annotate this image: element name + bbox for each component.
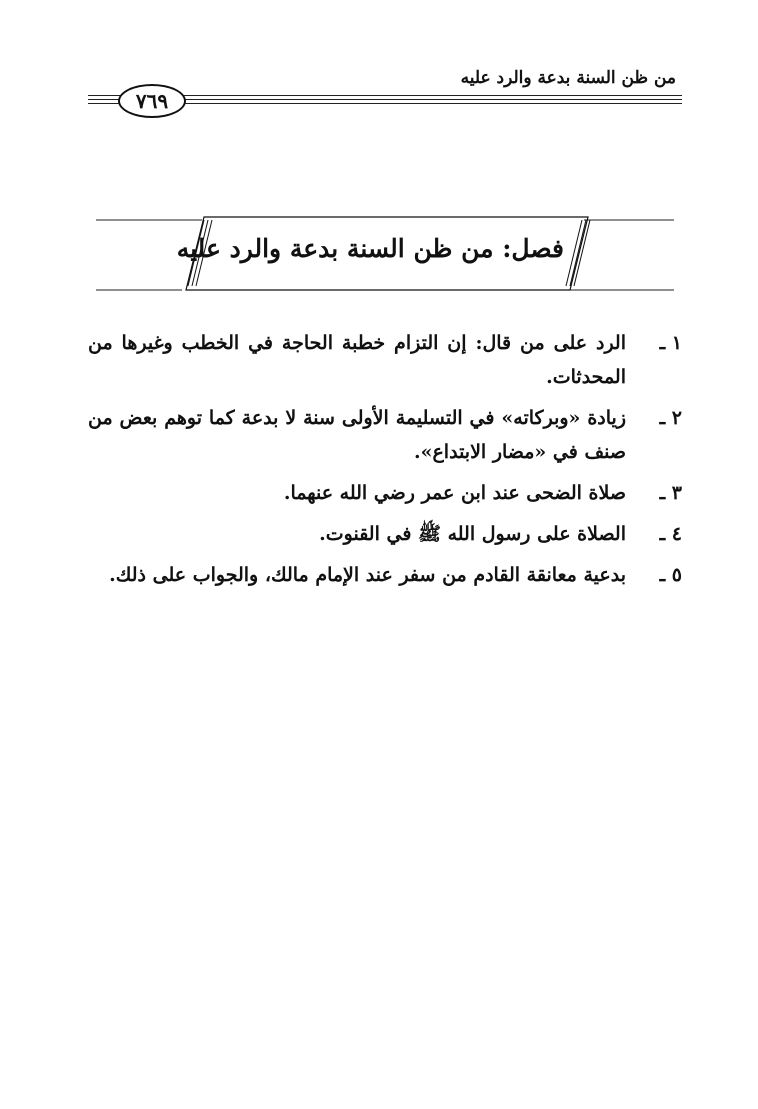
list-item [88,326,682,394]
list-item [88,476,682,510]
chapter-title: فصل: من ظن السنة بدعة والرد عليه [176,234,564,263]
item-text: الصلاة على رسول الله ﷺ في القنوت. [319,523,626,545]
item-number: ٤ ـ [659,523,682,545]
list-item [88,517,682,551]
chapter-banner [96,212,674,294]
item-number: ٥ ـ [659,564,682,586]
item-number: ٢ ـ [659,407,682,429]
item-text: بدعية معانقة القادم من سفر عند الإمام مالك، والجواب على ذلك. [109,564,626,586]
items-list [88,326,682,599]
running-title: من ظن السنة بدعة والرد عليه [460,68,676,88]
item-text: زيادة «وبركاته» في التسليمة الأولى سنة لا بدعة كما توهم بعض من صنف في «مضار الابتداع». [88,407,626,463]
list-item [88,558,682,592]
item-number: ١ ـ [659,332,682,354]
item-text: الرد على من قال: إن التزام خطبة الحاجة في الخطب وغيرها من المحدثات. [88,332,626,388]
item-text: صلاة الضحى عند ابن عمر رضي الله عنهما. [283,482,626,504]
item-number: ٣ ـ [659,482,682,504]
list-item [88,401,682,469]
page-number: ٧٦٩ [118,84,186,118]
